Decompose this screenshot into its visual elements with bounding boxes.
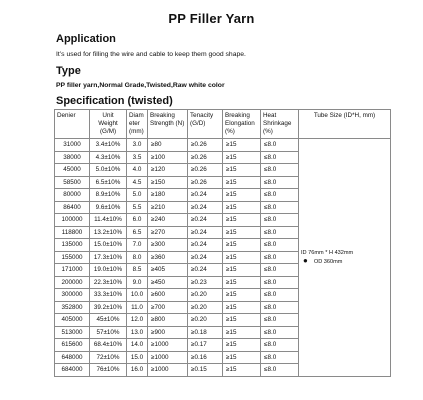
cell-denier: 135000 [55,239,90,252]
cell-shrinkage: ≤8.0 [261,201,299,214]
header-shrinkage: Heat Shrinkage (%) [261,110,299,139]
cell-denier: 684000 [55,364,90,377]
cell-breaking-strength: ≥180 [148,189,188,202]
cell-diameter: 6.0 [127,214,148,227]
cell-denier: 648000 [55,351,90,364]
cell-denier: 405000 [55,314,90,327]
cell-elongation: ≥15 [223,201,261,214]
cell-breaking-strength: ≥405 [148,264,188,277]
cell-unit-weight: 22.3±10% [90,276,127,289]
cell-tenacity: ≥0.26 [188,176,223,189]
cell-shrinkage: ≤8.0 [261,251,299,264]
header-elongation: Breaking Elongation (%) [223,110,261,139]
header-diameter: Diam eter (mm) [127,110,148,139]
tube-od-text: OD 360mm [313,258,343,265]
cell-denier: 200000 [55,276,90,289]
tube-size-line1: ID 76mm * H 432mm [301,249,354,256]
header-unit-weight: Unit Weight (G/M) [90,110,127,139]
cell-tenacity: ≥0.17 [188,339,223,352]
cell-diameter: 4.5 [127,176,148,189]
cell-breaking-strength: ≥360 [148,251,188,264]
cell-diameter: 5.5 [127,201,148,214]
cell-tenacity: ≥0.24 [188,251,223,264]
cell-tenacity: ≥0.16 [188,351,223,364]
cell-unit-weight: 11.4±10% [90,214,127,227]
header-tenacity: Tenacity (G/D) [188,110,223,139]
cell-breaking-strength: ≥120 [148,164,188,177]
cell-diameter: 5.0 [127,189,148,202]
cell-diameter: 10.0 [127,289,148,302]
cell-elongation: ≥15 [223,251,261,264]
cell-elongation: ≥15 [223,151,261,164]
cell-denier: 45000 [55,164,90,177]
cell-diameter: 8.0 [127,251,148,264]
cell-elongation: ≥15 [223,226,261,239]
cell-breaking-strength: ≥270 [148,226,188,239]
cell-shrinkage: ≤8.0 [261,164,299,177]
cell-elongation: ≥15 [223,176,261,189]
cell-unit-weight: 15.0±10% [90,239,127,252]
cell-denier: 100000 [55,214,90,227]
cell-unit-weight: 5.0±10% [90,164,127,177]
cell-denier: 86400 [55,201,90,214]
cell-elongation: ≥15 [223,276,261,289]
tube-size-line2 [301,257,389,266]
cell-unit-weight: 4.3±10% [90,151,127,164]
cell-shrinkage: ≤8.0 [261,351,299,364]
cell-diameter: 9.0 [127,276,148,289]
cell-breaking-strength: ≥800 [148,314,188,327]
table-row [55,139,391,152]
cell-shrinkage: ≤8.0 [261,151,299,164]
cell-breaking-strength: ≥1000 [148,339,188,352]
cell-shrinkage: ≤8.0 [261,289,299,302]
cell-breaking-strength: ≥1000 [148,364,188,377]
cell-unit-weight: 76±10% [90,364,127,377]
cell-unit-weight: 3.4±10% [90,139,127,152]
cell-breaking-strength: ≥450 [148,276,188,289]
bullet-icon: ● [303,255,308,265]
cell-tenacity: ≥0.26 [188,164,223,177]
cell-tenacity: ≥0.15 [188,364,223,377]
cell-tenacity: ≥0.26 [188,151,223,164]
type-text: PP filler yarn,Normal Grade,Twisted,Raw white color [56,82,225,89]
cell-diameter: 13.0 [127,326,148,339]
cell-unit-weight: 68.4±10% [90,339,127,352]
cell-elongation: ≥15 [223,139,261,152]
application-text: It’s used for filling the wire and cable to keep them good shape. [56,51,246,58]
cell-shrinkage: ≤8.0 [261,226,299,239]
cell-shrinkage: ≤8.0 [261,214,299,227]
cell-denier: 352800 [55,301,90,314]
cell-elongation: ≥15 [223,326,261,339]
cell-shrinkage: ≤8.0 [261,189,299,202]
cell-tenacity: ≥0.24 [188,239,223,252]
cell-shrinkage: ≤8.0 [261,326,299,339]
type-heading: Type [56,65,81,77]
cell-denier: 31000 [55,139,90,152]
cell-unit-weight: 6.5±10% [90,176,127,189]
cell-elongation: ≥15 [223,314,261,327]
cell-unit-weight: 19.0±10% [90,264,127,277]
cell-shrinkage: ≤8.0 [261,314,299,327]
cell-denier: 155000 [55,251,90,264]
cell-elongation: ≥15 [223,339,261,352]
table-header-row [55,110,391,139]
spec-heading: Specification (twisted) [56,95,173,107]
cell-tenacity: ≥0.26 [188,139,223,152]
cell-tenacity: ≥0.24 [188,201,223,214]
cell-elongation: ≥15 [223,214,261,227]
cell-tenacity: ≥0.20 [188,289,223,302]
cell-unit-weight: 13.2±10% [90,226,127,239]
cell-denier: 513000 [55,326,90,339]
cell-shrinkage: ≤8.0 [261,276,299,289]
cell-diameter: 14.0 [127,339,148,352]
cell-breaking-strength: ≥900 [148,326,188,339]
cell-unit-weight: 9.6±10% [90,201,127,214]
cell-diameter: 16.0 [127,364,148,377]
cell-shrinkage: ≤8.0 [261,301,299,314]
cell-breaking-strength: ≥300 [148,239,188,252]
cell-breaking-strength: ≥150 [148,176,188,189]
cell-shrinkage: ≤8.0 [261,139,299,152]
cell-tenacity: ≥0.20 [188,301,223,314]
header-denier: Denier [55,110,90,139]
cell-shrinkage: ≤8.0 [261,264,299,277]
cell-tenacity: ≥0.24 [188,264,223,277]
cell-breaking-strength: ≥100 [148,151,188,164]
cell-unit-weight: 72±10% [90,351,127,364]
spec-table [54,109,391,377]
cell-unit-weight: 17.3±10% [90,251,127,264]
cell-unit-weight: 33.3±10% [90,289,127,302]
cell-diameter: 12.0 [127,314,148,327]
page-title: PP Filler Yarn [168,11,255,26]
cell-elongation: ≥15 [223,239,261,252]
cell-unit-weight: 8.9±10% [90,189,127,202]
cell-breaking-strength: ≥600 [148,289,188,302]
cell-elongation: ≥15 [223,289,261,302]
header-tube-size: Tube Size (ID*H, mm) [299,110,391,139]
cell-diameter: 6.5 [127,226,148,239]
cell-elongation: ≥15 [223,264,261,277]
cell-tenacity: ≥0.24 [188,214,223,227]
cell-tenacity: ≥0.23 [188,276,223,289]
cell-elongation: ≥15 [223,301,261,314]
cell-breaking-strength: ≥240 [148,214,188,227]
cell-denier: 118800 [55,226,90,239]
cell-tenacity: ≥0.24 [188,226,223,239]
cell-diameter: 7.0 [127,239,148,252]
cell-shrinkage: ≤8.0 [261,364,299,377]
cell-diameter: 3.5 [127,151,148,164]
cell-denier: 171000 [55,264,90,277]
cell-breaking-strength: ≥700 [148,301,188,314]
cell-denier: 80000 [55,189,90,202]
cell-tenacity: ≥0.18 [188,326,223,339]
cell-unit-weight: 39.2±10% [90,301,127,314]
cell-elongation: ≥15 [223,364,261,377]
cell-denier: 300000 [55,289,90,302]
cell-tenacity: ≥0.20 [188,314,223,327]
cell-denier: 58500 [55,176,90,189]
cell-tube-size [299,139,391,377]
cell-diameter: 4.0 [127,164,148,177]
cell-breaking-strength: ≥210 [148,201,188,214]
application-heading: Application [56,33,116,45]
cell-unit-weight: 45±10% [90,314,127,327]
cell-elongation: ≥15 [223,351,261,364]
cell-diameter: 11.0 [127,301,148,314]
cell-breaking-strength: ≥1000 [148,351,188,364]
cell-diameter: 8.5 [127,264,148,277]
cell-diameter: 3.0 [127,139,148,152]
cell-denier: 38000 [55,151,90,164]
cell-shrinkage: ≤8.0 [261,239,299,252]
header-breaking-strength: Breaking Strength (N) [148,110,188,139]
cell-breaking-strength: ≥80 [148,139,188,152]
cell-unit-weight: 57±10% [90,326,127,339]
cell-elongation: ≥15 [223,164,261,177]
cell-elongation: ≥15 [223,189,261,202]
cell-shrinkage: ≤8.0 [261,176,299,189]
cell-shrinkage: ≤8.0 [261,339,299,352]
cell-tenacity: ≥0.24 [188,189,223,202]
cell-denier: 615600 [55,339,90,352]
cell-diameter: 15.0 [127,351,148,364]
